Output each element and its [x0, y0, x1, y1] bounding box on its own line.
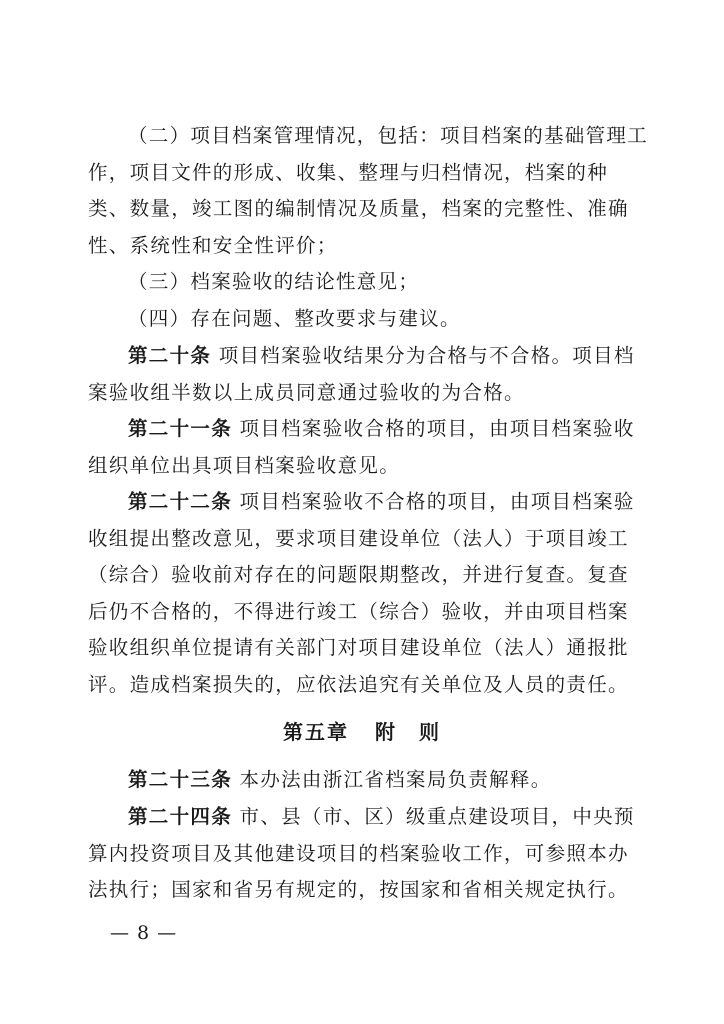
paragraph-management-status: （二）项目档案管理情况，包括：项目档案的基础管理工作，项目文件的形成、收集、整理与归档情况，档案的种类、数量，竣工图的编制情况及质量，档案的完整性、准确性、系统性和安全性评价；	[88, 124, 649, 257]
article-21	[88, 411, 648, 484]
article-22-text: 项目档案验收不合格的项目，由项目档案验收组提出整改意见，要求项目建设单位（法人）于项目竣工（综合）验收前对存在的问题限期整改，并进行复查。复查后仍不合格的，不得进行竣工（综合）验收，并由项目档案验收组织单位提请有关部门对项目建设单位（法人）通报批评。造成档案损失的，应依法追究有关单位及人员的责任。	[88, 490, 635, 696]
article-23	[88, 762, 648, 799]
article-24-label: 第二十四条	[128, 805, 233, 828]
article-23-text: 本办法由浙江省档案局负责解释。	[239, 768, 552, 791]
chapter-heading	[0, 716, 724, 745]
paragraph-problems: （四）存在问题、整改要求与建议。	[128, 307, 461, 330]
article-22-label: 第二十二条	[128, 490, 233, 513]
article-20-text: 项目档案验收结果分为合格与不合格。项目档案验收组半数以上成员同意通过验收的为合格。	[88, 344, 635, 404]
article-24	[88, 799, 648, 909]
article-20-label: 第二十条	[128, 344, 212, 367]
chapter-title: 附 则	[375, 720, 441, 744]
chapter-number: 第五章	[283, 720, 349, 744]
article-22	[88, 484, 648, 703]
page-number: — 8 —	[110, 922, 178, 944]
article-24-text: 市、县（市、区）级重点建设项目，中央预算内投资项目及其他建设项目的档案验收工作，可参照本办法执行；国家和省另有规定的，按国家和省相关规定执行。	[88, 805, 635, 901]
article-23-label: 第二十三条	[128, 768, 233, 791]
article-21-label: 第二十一条	[128, 417, 233, 440]
paragraph-conclusion: （三）档案验收的结论性意见；	[128, 270, 420, 293]
article-21-text: 项目档案验收合格的项目，由项目档案验收组织单位出具项目档案验收意见。	[88, 417, 635, 477]
article-20	[88, 338, 648, 411]
